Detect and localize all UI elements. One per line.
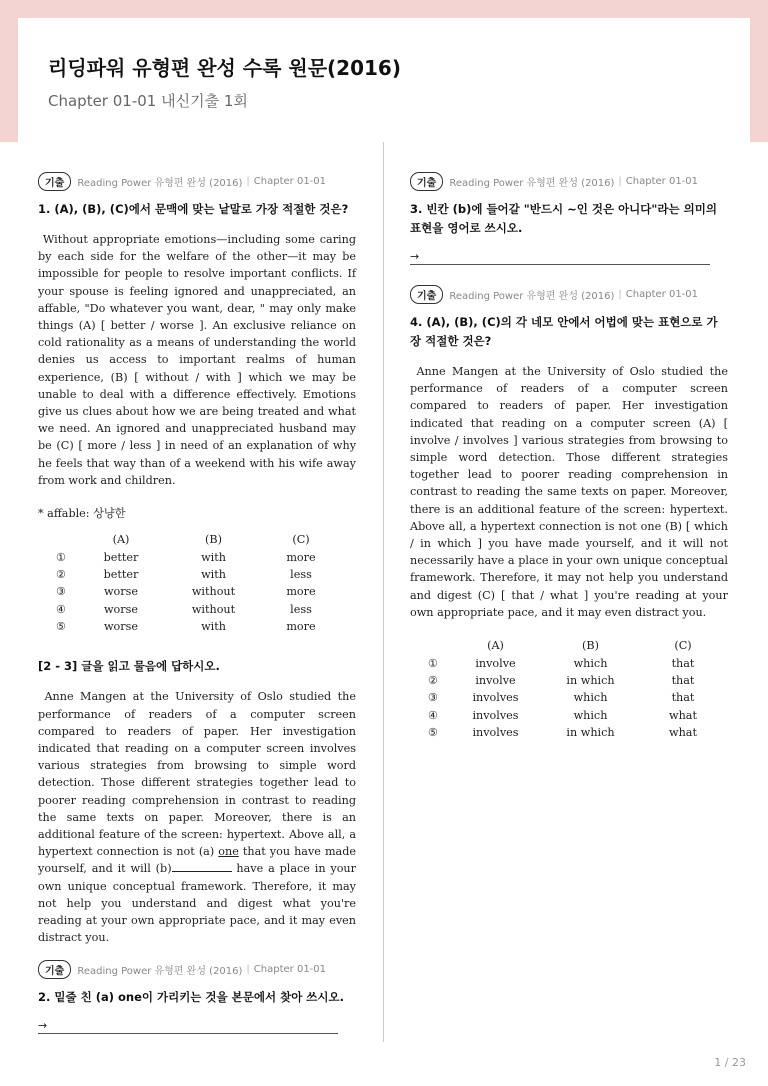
source-tag <box>38 172 356 190</box>
question-4-passage: Anne Mangen at the University of Oslo studied the performance of readers of a computer screen compared to readers of paper. Her investigation indicated that reading on a computer screen (A) [ involve / involves ] various strategies from browsing to simple word detection. Those different strategies together lead to poorer reading comprehension in contrast to reading the same texts on paper. Moreover, there is an additional feature of the screen: hypertext. Above all, a hypertext connection is not one (B) [ which / in which ] you have made yourself, and it will not necessarily have a place in your own unique conceptual framework. Therefore, it may not help you understand and digest (C) [ that / what ] you're reading at your own appropriate pace, and it may even distract you. <box>410 365 728 619</box>
option-row[interactable]: ④ worse without less <box>55 602 312 616</box>
exam-badge: 기출 <box>38 960 71 979</box>
exam-badge: 기출 <box>410 172 443 191</box>
option-row[interactable]: ② involve in which that <box>427 674 695 688</box>
question-1-title: 1. (A), (B), (C)에서 문맥에 맞는 낱말로 가장 적절한 것은? <box>38 202 349 216</box>
source-name: Reading Power 유형편 완성 (2016) <box>449 177 615 189</box>
question-2-title: 2. 밑줄 친 (a) one이 가리키는 것을 본문에서 찾아 쓰시오. <box>38 990 344 1005</box>
document-subtitle: Chapter 01-01 내신기출 1회 <box>48 92 248 110</box>
option-row[interactable]: ② better with less <box>55 568 312 582</box>
option-row[interactable]: ③ worse without more <box>55 585 316 599</box>
left-column <box>38 172 356 1034</box>
vocab-note: * affable: 상냥한 <box>38 507 126 521</box>
source-name: Reading Power 유형편 완성 (2016) <box>449 290 615 302</box>
tag-separator: | <box>246 963 250 975</box>
source-tag <box>410 285 728 303</box>
option-row[interactable]: ① better with more <box>55 550 316 564</box>
tag-separator: | <box>618 288 622 300</box>
tag-separator: | <box>246 175 250 187</box>
arrow-icon: → <box>410 250 420 263</box>
right-column <box>410 172 728 741</box>
option-row[interactable]: ⑤ involves in which what <box>427 726 697 740</box>
answer-line[interactable] <box>38 1019 338 1034</box>
blank-b <box>172 861 232 872</box>
question-1-options <box>46 531 341 635</box>
source-tag <box>410 172 728 190</box>
question-2-3-title: [2 - 3] 글을 읽고 물음에 답하시오. <box>38 659 220 674</box>
option-row[interactable]: ① involve which that <box>427 656 695 670</box>
source-chapter: Chapter 01-01 <box>625 288 699 300</box>
exam-badge: 기출 <box>410 285 443 304</box>
option-row[interactable]: ⑤ worse with more <box>55 620 316 634</box>
arrow-icon: → <box>38 1019 48 1033</box>
options-header-row: (A) (B) (C) <box>487 639 692 653</box>
page-number: 1 / 23 <box>714 1056 746 1069</box>
answer-line[interactable] <box>410 250 710 265</box>
options-header-row: (A) (B) (C) <box>112 533 310 547</box>
tag-separator: | <box>618 175 622 187</box>
column-divider <box>383 142 384 1042</box>
source-name: Reading Power 유형편 완성 (2016) <box>77 965 243 977</box>
question-4-options <box>418 637 728 741</box>
source-chapter: Chapter 01-01 <box>625 175 699 187</box>
question-4-title: 4. (A), (B), (C)의 각 네모 안에서 어법에 맞는 표현으로 가장 적절한 것은? <box>410 315 718 348</box>
question-2-3-passage: Anne Mangen at the University of Oslo studied the performance of readers of a computer screen compared to readers of paper. Her investigation indicated that reading on a computer screen involves various strategies from browsing to simple word detection. Those different strategies together lead to poorer reading comprehension in contrast to reading the same texts on paper. Moreover, there is an additional feature of the screen: hypertext. Above all, a hypertext connection is not (a) one that you have made yourself, and it will (b) have a place in your own unique conceptual framework. Therefore, it may not help you understand and digest what you're reading at your own appropriate pace, and it may even distract you. <box>38 690 357 945</box>
document-title: 리딩파워 유형편 완성 수록 원문(2016) <box>48 56 401 80</box>
source-chapter: Chapter 01-01 <box>253 175 327 187</box>
option-row[interactable]: ④ involves which what <box>427 708 697 722</box>
question-1-passage: Without appropriate emotions—including some caring by each side for the welfare of the other—it may be impossible for people to resolve important conflicts. If your spouse is feeling ignored and unappreciated, an affable, "Do whatever you want, dear, " may only make things (A) [ better / worse ]. An exclusive reliance on cold rationality as a means of understanding the world denies us access to important realms of human experience, (B) [ without / with ] which we may be unable to deal with a difference effectively. Emotions give us clues about how we are being treated and what we need. An ignored and unappreciated husband may be (C) [ more / less ] in need of an explanation of why he feels that way than of a weekend with his wife away from work and children. <box>38 233 357 487</box>
exam-badge: 기출 <box>38 172 71 191</box>
source-name: Reading Power 유형편 완성 (2016) <box>77 177 243 189</box>
option-row[interactable]: ③ involves which that <box>427 691 695 705</box>
source-chapter: Chapter 01-01 <box>253 963 327 975</box>
underlined-one: one <box>218 845 239 859</box>
source-tag <box>38 960 356 978</box>
question-3-title: 3. 빈칸 (b)에 들어갈 "반드시 ~인 것은 아니다"라는 의미의 표현을 영어로 쓰시오. <box>410 202 717 235</box>
